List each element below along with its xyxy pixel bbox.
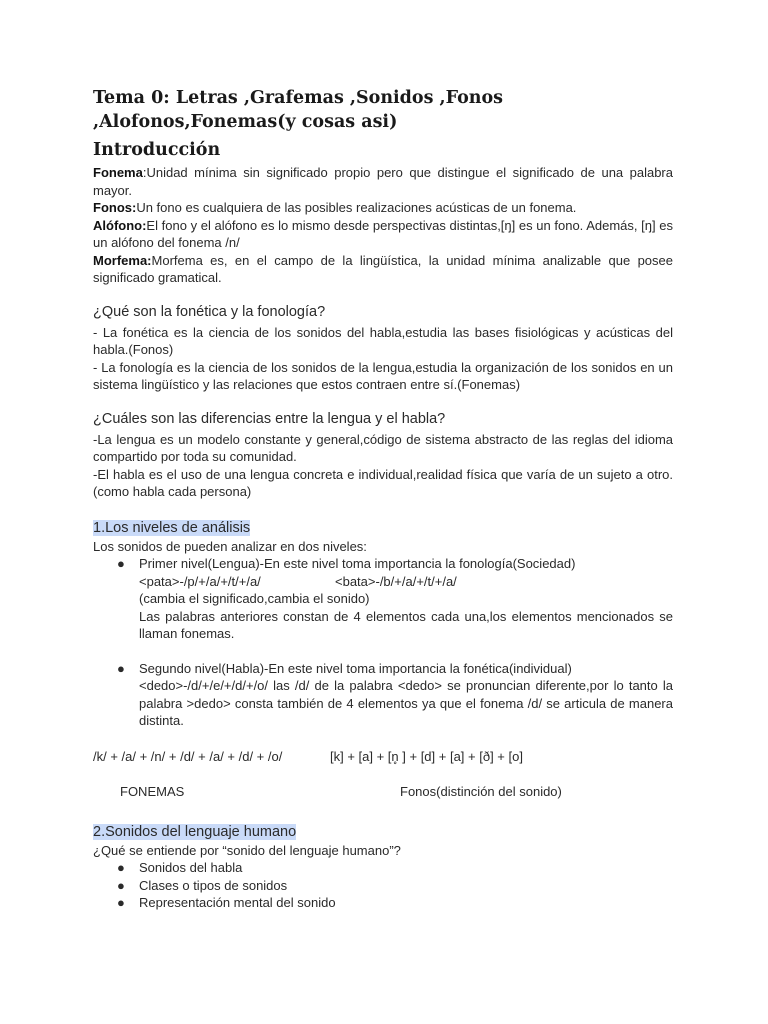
list-item-text: <dedo>-/d/+/e/+/d/+/o/ las /d/ de la palabra <dedo> se pronuncian diferente,por lo tanto la palabra >dedo> consta también de 4 elementos ya que el fonema /d/ se articula de manera distinta. [139,678,673,728]
niveles-list [93,555,673,730]
document-title: Tema 0: Letras ,Grafemas ,Sonidos ,Fonos ,Alofonos,Fonemas(y cosas asi) [93,88,504,132]
question-fonetica-fonologia: ¿Qué son la fonética y la fonología? [93,303,326,320]
definition-fonos [93,199,673,217]
sonidos-list [93,859,673,912]
transcription-formula [93,748,673,766]
formula-fonemas: /k/ + /a/ + /n/ + /d/ + /a/ + /d/ + /o/ [93,748,283,764]
bullet-icon: ● [117,556,125,571]
list-item [93,877,673,895]
list-item-text: Representación mental del sonido [139,895,336,910]
bullet-icon: ● [117,660,125,676]
definition-text: Un fono es cualquiera de las posibles realizaciones acústicas de un fonema. [136,200,577,215]
formula-fonos: [k] + [a] + [n̥ ] + [d] + [a] + [ð] + [o] [330,748,523,764]
highlighted-heading: 1.Los niveles de análisis [93,519,251,536]
definition-morfema [93,252,673,287]
label-fonemas: FONEMAS [120,784,185,799]
example-bata: <bata>-/b/+/a/+/t/+/a/ [335,573,457,589]
term-label: Fonos: [93,200,137,215]
section-heading-niveles [93,519,673,538]
term-label: Alófono: [93,217,147,233]
intro-heading: Introducción [93,140,221,160]
definition-alofono [93,217,673,252]
list-item-primer-nivel [93,555,673,643]
section-intro: Los sonidos de pueden analizar en dos niveles: [93,538,367,554]
question-lengua-habla: ¿Cuáles son las diferencias entre la lengua y el habla? [93,410,446,427]
list-item-text: Sonidos del habla [139,860,243,875]
definition-text: :Unidad mínima sin significado propio pero que distingue el significado de una palabra mayor. [93,165,673,198]
example-pair [139,573,673,591]
highlighted-heading: 2.Sonidos del lenguaje humano [93,823,297,840]
label-fonos: Fonos(distinción del sonido) [400,784,562,799]
bullet-icon: ● [117,877,125,893]
formula-labels [93,783,673,801]
term-label: Fonema [93,165,143,180]
example-note: (cambia el significado,cambia el sonido) [139,591,370,606]
answer-lengua: -La lengua es un modelo constante y general,código de sistema abstracto de las reglas del idioma compartido por toda su comunidad. [93,431,673,464]
answer-habla: -El habla es el uso de una lengua concreta e individual,realidad física que varía de un sujeto a otro.(como habla cada persona) [93,466,673,499]
list-item-text: Clases o tipos de sonidos [139,877,288,893]
section-heading-sonidos [93,823,673,842]
list-item-title: Primer nivel(Lengua)-En este nivel toma importancia la fonología(Sociedad) [139,556,576,571]
list-item-segundo-nivel [93,660,673,730]
term-label: Morfema: [93,252,152,268]
bullet-icon: ● [117,860,125,875]
list-item-text: Las palabras anteriores constan de 4 elementos cada una,los elementos mencionados se llaman fonemas. [139,608,673,641]
list-item-title: Segundo nivel(Habla)-En este nivel toma importancia la fonética(individual) [139,660,572,676]
list-item [93,859,673,877]
list-item [93,894,673,912]
bullet-icon: ● [117,895,125,910]
definition-text: El fono y el alófono es lo mismo desde perspectivas distintas,[ŋ] es un fono. Además, [ŋ] es un alófono del fonema /n/ [93,217,673,250]
answer-fonetica: - La fonética es la ciencia de los sonidos del habla,estudia las bases fisiológicas y acústicas del habla.(Fonos) [93,324,673,357]
definition-fonema [93,164,673,199]
document-content [93,86,673,912]
definition-text: Morfema es, en el campo de la lingüística, la unidad mínima analizable que posee significado gramatical. [93,252,673,285]
section-question: ¿Qué se entiende por “sonido del lenguaje humano”? [93,842,401,858]
example-pata: <pata>-/p/+/a/+/t/+/a/ [139,573,261,589]
answer-fonologia: - La fonología es la ciencia de los sonidos de la lengua,estudia la organización de los sonidos en un sistema lingüístico y las relaciones que estos contraen entre sí.(Fonemas) [93,359,673,392]
